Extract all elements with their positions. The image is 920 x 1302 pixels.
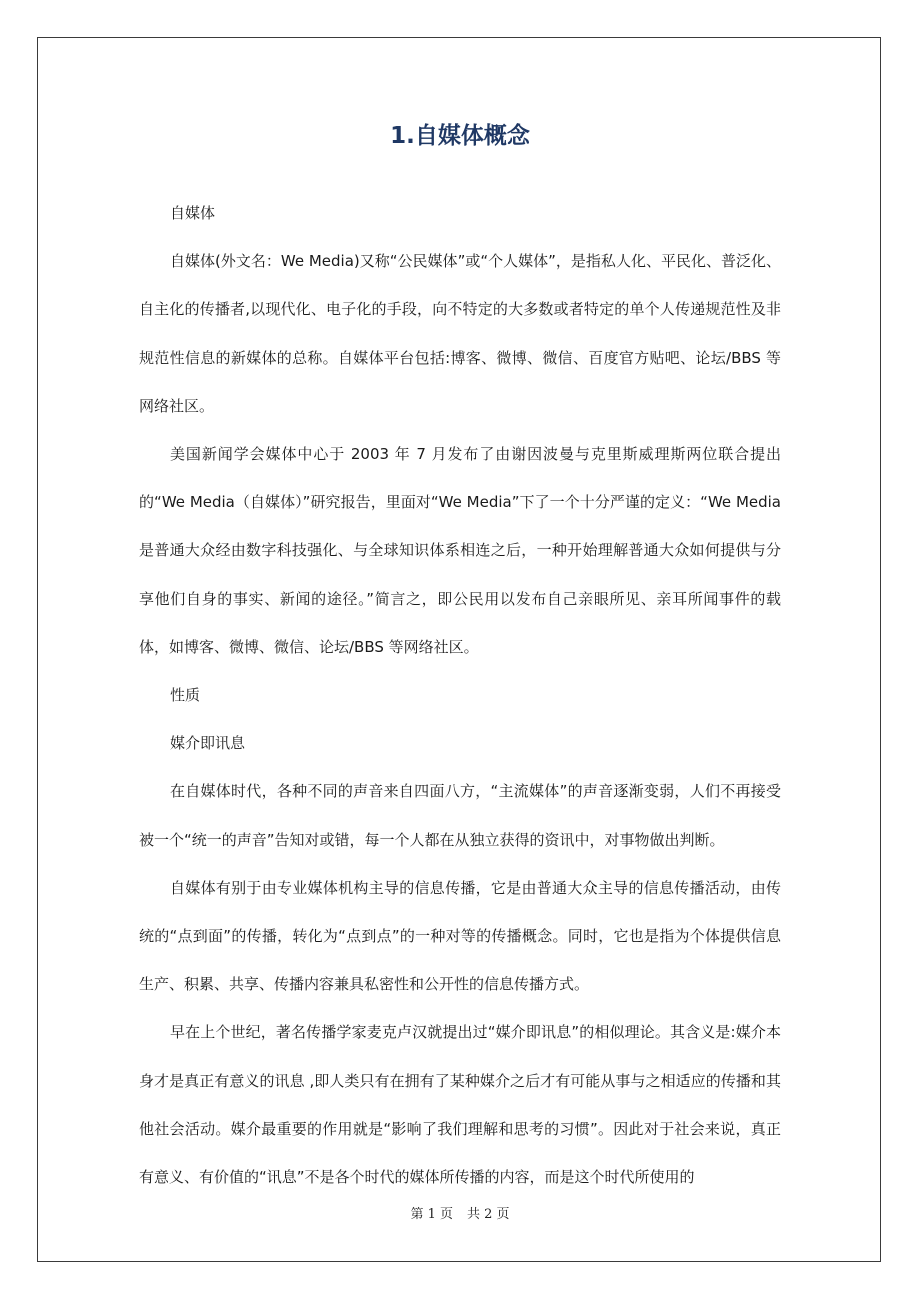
paragraph-voices: 在自媒体时代，各种不同的声音来自四面八方，“主流媒体”的声音逐渐变弱，人们不再接受被一个“统一的声音”告知对或错，每一个人都在从独立获得的资讯中，对事物做出判断。 [139,782,781,849]
paragraph-definition: 自媒体(外文名：We Media)又称“公民媒体”或“个人媒体”，是指私人化、平民化、普泛化、自主化的传播者,以现代化、电子化的手段，向不特定的大多数或者特定的单个人传递规范性及非规范性信息的新媒体的总称。自媒体平台包括:博客、微博、微信、百度官方贴吧、论坛/BBS 等网络社区。 [139,252,781,415]
paragraph-subheading-medium-is-message: 媒介即讯息 [170,734,246,753]
page-total: 共 2 页 [467,1207,510,1222]
paragraph-heading-zimeiti: 自媒体 [170,204,216,222]
document-body [139,189,781,1201]
document-title: 1.自媒体概念 [390,123,530,149]
page-footer [0,1204,920,1226]
paragraph-heading-nature: 性质 [170,686,201,705]
paragraph-we-media-report: 美国新闻学会媒体中心于 2003 年 7 月发布了由谢因波曼与克里斯威理斯两位联合提出的“We Media（自媒体）”研究报告，里面对“We Media”下了一个十分严谨的定义：“We Media 是普通大众经由数字科技强化、与全球知识体系相连之后，一种开始理解普通大众如何提供与分享他们自身的事实、新闻的途径。”简言之，即公民用以发布自己亲眼所见、亲耳所闻事件的载体，如博客、微博、微信、论坛/BBS 等网络社区。 [139,445,781,656]
page-number: 第 1 页 [410,1207,453,1222]
paragraph-point-to-point: 自媒体有别于由专业媒体机构主导的信息传播，它是由普通大众主导的信息传播活动，由传统的“点到面”的传播，转化为“点到点”的一种对等的传播概念。同时，它也是指为个体提供信息生产、积累、共享、传播内容兼具私密性和公开性的信息传播方式。 [139,878,781,994]
paragraph-mcluhan: 早在上个世纪，著名传播学家麦克卢汉就提出过“媒介即讯息”的相似理论。其含义是:媒介本身才是真正有意义的讯息 ,即人类只有在拥有了某种媒介之后才有可能从事与之相适应的传播和其他社会活动。媒介最重要的作用就是“影响了我们理解和思考的习惯”。因此对于社会来说，真正有意义、有价值的“讯息”不是各个时代的媒体所传播的内容，而是这个时代所使用的 [139,1023,781,1187]
